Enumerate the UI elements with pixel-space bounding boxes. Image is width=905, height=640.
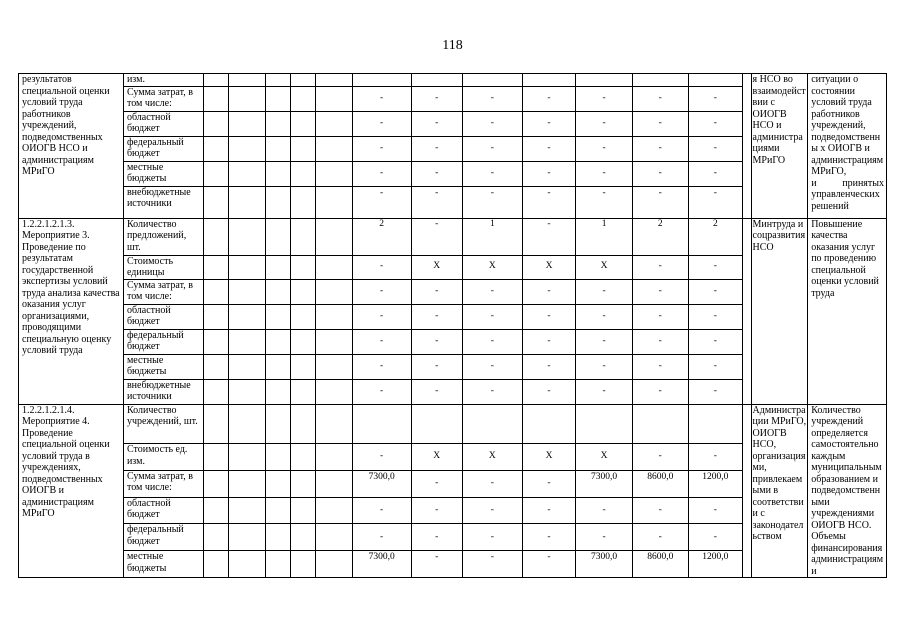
cell: 1200,0 <box>688 470 743 497</box>
cell: - <box>688 161 743 186</box>
cell: - <box>352 255 411 279</box>
cell: - <box>632 329 688 354</box>
cell: - <box>632 255 688 279</box>
cell: - <box>411 304 462 329</box>
row-label: местные бюджеты <box>123 161 203 186</box>
cell: - <box>632 444 688 471</box>
cell: - <box>576 186 633 218</box>
cell: - <box>576 111 633 136</box>
cell: - <box>411 86 462 111</box>
cell: - <box>632 524 688 551</box>
row-label: местные бюджеты <box>123 551 203 578</box>
cell: - <box>688 379 743 404</box>
cell: - <box>352 161 411 186</box>
cell: - <box>632 497 688 524</box>
cell: - <box>352 186 411 218</box>
cell: - <box>688 444 743 471</box>
cell: - <box>352 111 411 136</box>
cell: - <box>576 279 633 304</box>
expected-result: Количество учреждений определяется самостоятельно каждым муниципальным образованием и подведомственными учреждениями ОИОГВ НСО. Объемы финансирования администрациями <box>808 404 887 578</box>
cell: 1 <box>462 218 522 255</box>
cell: - <box>576 524 633 551</box>
cell: - <box>632 111 688 136</box>
cell: X <box>462 444 522 471</box>
cell: - <box>462 304 522 329</box>
cell: - <box>352 304 411 329</box>
cell: - <box>522 524 576 551</box>
cell: - <box>522 329 576 354</box>
cell: 7300,0 <box>352 551 411 578</box>
cell <box>352 404 411 444</box>
cell: - <box>522 186 576 218</box>
cell: - <box>352 279 411 304</box>
cell: X <box>411 444 462 471</box>
cell: - <box>522 470 576 497</box>
cell: - <box>632 136 688 161</box>
cell <box>462 404 522 444</box>
cell: - <box>576 161 633 186</box>
cell: - <box>522 551 576 578</box>
cell: - <box>688 86 743 111</box>
cell: - <box>576 136 633 161</box>
cell: 7300,0 <box>576 470 633 497</box>
cell: - <box>462 379 522 404</box>
cell: X <box>462 255 522 279</box>
cell: - <box>632 186 688 218</box>
cell <box>576 74 633 87</box>
cell: - <box>462 497 522 524</box>
cell: - <box>632 379 688 404</box>
cell: - <box>462 186 522 218</box>
result-text: и принятых <box>811 177 884 189</box>
cell: - <box>522 304 576 329</box>
cell: - <box>576 329 633 354</box>
cell: - <box>411 354 462 379</box>
cell: - <box>688 279 743 304</box>
cell <box>632 404 688 444</box>
cell: 2 <box>688 218 743 255</box>
cell: - <box>688 329 743 354</box>
cell: - <box>352 444 411 471</box>
cell: - <box>522 279 576 304</box>
cell: X <box>522 255 576 279</box>
cell: - <box>411 161 462 186</box>
cell: - <box>688 255 743 279</box>
cell: - <box>632 279 688 304</box>
row-label: изм. <box>123 74 203 87</box>
cell <box>352 74 411 87</box>
row-label: Количество предложений, шт. <box>123 218 203 255</box>
cell <box>522 74 576 87</box>
cell: - <box>688 304 743 329</box>
cell: - <box>411 379 462 404</box>
row-label: Сумма затрат, в том числе: <box>123 279 203 304</box>
cell: - <box>352 379 411 404</box>
cell: - <box>462 470 522 497</box>
cell: - <box>522 136 576 161</box>
row-label: Количество учреждений, шт. <box>123 404 203 444</box>
cell: X <box>576 444 633 471</box>
row-label: областной бюджет <box>123 497 203 524</box>
cell <box>632 74 688 87</box>
row-label: федеральный бюджет <box>123 524 203 551</box>
program-table <box>18 73 887 578</box>
row-label: внебюджетные источники <box>123 379 203 404</box>
cell: - <box>411 497 462 524</box>
cell: 7300,0 <box>576 551 633 578</box>
expected-result <box>808 74 887 219</box>
cell: - <box>411 524 462 551</box>
cell: - <box>462 136 522 161</box>
cell: - <box>352 524 411 551</box>
cell: - <box>352 497 411 524</box>
cell: - <box>462 161 522 186</box>
cell: - <box>688 186 743 218</box>
executor: я НСО во взаимодействии с ОИОГВ НСО и администрациями МРиГО <box>751 74 808 219</box>
cell: - <box>411 136 462 161</box>
cell: X <box>522 444 576 471</box>
cell: - <box>411 329 462 354</box>
measure-name: 1.2.2.1.2.1.4. Мероприятие 4. Проведение специальной оценки условий труда в учреждениях, подведомственных ОИОГВ и администрациям МРиГО <box>19 404 124 578</box>
cell: - <box>576 304 633 329</box>
cell: - <box>462 329 522 354</box>
cell: - <box>576 354 633 379</box>
cell: - <box>462 86 522 111</box>
cell: X <box>411 255 462 279</box>
result-text: ситуации о состоянии условий труда работников учреждений, подведомственны х ОИОГВ и администрациям МРиГО, <box>811 74 884 177</box>
cell: - <box>352 354 411 379</box>
cell: - <box>462 524 522 551</box>
cell: - <box>352 86 411 111</box>
cell: - <box>576 497 633 524</box>
table-row <box>19 74 887 87</box>
cell: - <box>352 329 411 354</box>
cell: - <box>462 279 522 304</box>
cell: - <box>411 111 462 136</box>
row-label: Сумма затрат, в том числе: <box>123 470 203 497</box>
cell: - <box>688 111 743 136</box>
row-label: местные бюджеты <box>123 354 203 379</box>
executor: Администрации МРиГО, ОИОГВ НСО, организациями, привлекаемыми в соответствии с законодательством <box>751 404 808 578</box>
cell: - <box>688 497 743 524</box>
cell: - <box>352 136 411 161</box>
row-label: федеральный бюджет <box>123 329 203 354</box>
cell: 1 <box>576 218 633 255</box>
cell: - <box>411 551 462 578</box>
cell: - <box>632 86 688 111</box>
row-label: Стоимость единицы <box>123 255 203 279</box>
cell: - <box>462 551 522 578</box>
cell: 8600,0 <box>632 551 688 578</box>
cell: 1200,0 <box>688 551 743 578</box>
row-label: федеральный бюджет <box>123 136 203 161</box>
cell <box>462 74 522 87</box>
cell: - <box>688 524 743 551</box>
cell: - <box>576 379 633 404</box>
cell: - <box>411 279 462 304</box>
cell: - <box>522 379 576 404</box>
cell: - <box>522 86 576 111</box>
cell: - <box>411 186 462 218</box>
row-label: областной бюджет <box>123 111 203 136</box>
measure-name: 1.2.2.1.2.1.3. Мероприятие 3. Проведение по результатам государственной экспертизы условий труда анализа качества оказания услуг организациями, проводящими специальную оценку условий труда <box>19 218 124 404</box>
cell: - <box>632 161 688 186</box>
executor: Минтруда и соцразвития НСО <box>751 218 808 404</box>
cell: - <box>462 354 522 379</box>
result-text: управленческих решений <box>811 189 880 212</box>
cell: - <box>411 470 462 497</box>
cell: - <box>688 354 743 379</box>
cell <box>688 74 743 87</box>
cell: - <box>522 354 576 379</box>
cell: 8600,0 <box>632 470 688 497</box>
cell: - <box>522 497 576 524</box>
cell: - <box>576 86 633 111</box>
cell: X <box>576 255 633 279</box>
cell: - <box>632 354 688 379</box>
cell: - <box>411 218 462 255</box>
cell <box>411 74 462 87</box>
cell <box>576 404 633 444</box>
expected-result: Повышение качества оказания услуг по проведению специальной оценки условий труда <box>808 218 887 404</box>
cell: - <box>522 218 576 255</box>
cell: 7300,0 <box>352 470 411 497</box>
table-row <box>19 404 887 444</box>
cell: 2 <box>352 218 411 255</box>
cell: - <box>462 111 522 136</box>
cell: - <box>522 111 576 136</box>
measure-name: результатов специальной оценки условий труда работников учреждений, подведомственных ОИОГВ НСО и администрациям МРиГО <box>19 74 124 219</box>
cell <box>522 404 576 444</box>
cell: - <box>522 161 576 186</box>
row-label: внебюджетные источники <box>123 186 203 218</box>
cell: 2 <box>632 218 688 255</box>
page-number: 118 <box>442 38 463 53</box>
row-label: Сумма затрат, в том числе: <box>123 86 203 111</box>
cell <box>688 404 743 444</box>
cell: - <box>688 136 743 161</box>
cell <box>411 404 462 444</box>
row-label: Стоимость ед. изм. <box>123 444 203 471</box>
row-label: областной бюджет <box>123 304 203 329</box>
cell: - <box>632 304 688 329</box>
table-row <box>19 218 887 255</box>
